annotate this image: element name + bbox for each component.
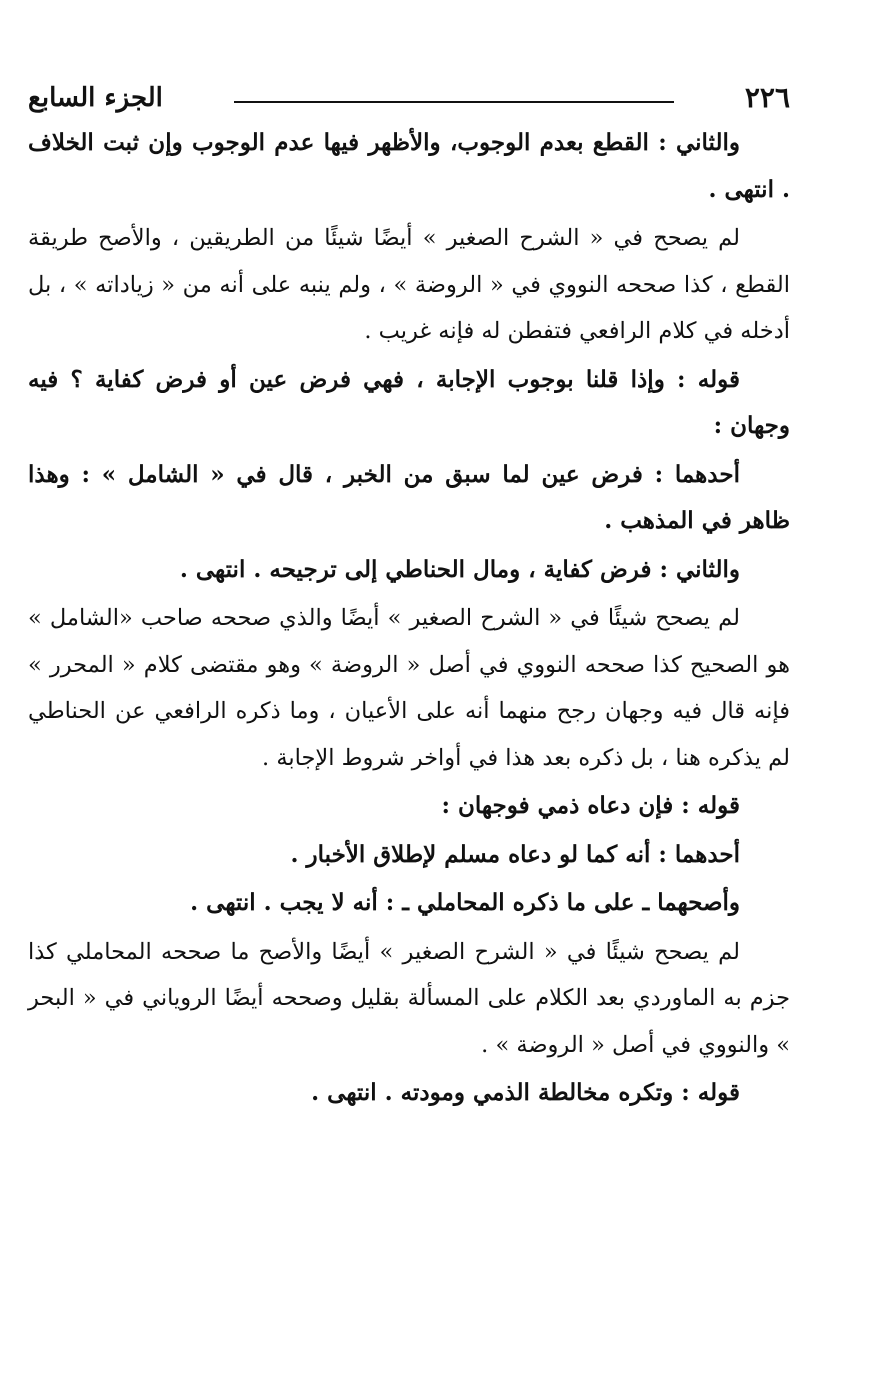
page-number: ٢٢٦: [744, 81, 790, 114]
paragraph-11: قوله : وتكره مخالطة الذمي ومودته . انتهى .: [311, 1079, 740, 1106]
book-page: [28, 70, 790, 1117]
paragraph-5: والثاني : فرض كفاية ، ومال الحناطي إلى ترجيحه . انتهى .: [179, 555, 740, 583]
paragraph-4: أحدهما : فرض عين لما سبق من الخبر ، قال في « الشامل » : وهذا ظاهر في المذهب .: [28, 460, 790, 534]
paragraph-9: وأصحهما ـ على ما ذكره المحاملي ـ : أنه لا يجب . انتهى .: [190, 889, 740, 916]
page-body: [28, 120, 790, 1117]
paragraph-7: قوله : فإن دعاه ذمي فوجهان :: [441, 792, 740, 819]
paragraph-10: لم يصحح شيئًا في « الشرح الصغير » أيضًا والأصح ما صححه المحاملي كذا جزم به الماوردي بعد الكلام على المسألة بقليل وصححه أيضًا الروياني في « البحر » والنووي في أصل « الروضة » .: [28, 938, 790, 1058]
paragraph-8: أحدهما : أنه كما لو دعاه مسلم لإطلاق الأخبار .: [290, 840, 740, 868]
paragraph-3: قوله : وإذا قلنا بوجوب الإجابة ، فهي فرض عين أو فرض كفاية ؟ فيه وجهان :: [28, 365, 790, 439]
paragraph-6: لم يصحح شيئًا في « الشرح الصغير » أيضًا والذي صححه صاحب «الشامل » هو الصحيح كذا صححه النووي في أصل « الروضة » وهو مقتضى كلام « المحرر » فإنه قال فيه وجهان رجح منهما أنه على الأعيان ، وما ذكره الرافعي عن الحناطي لم يذكره هنا ، بل ذكره بعد هذا في أواخر شروط الإجابة .: [28, 605, 790, 771]
paragraph-2: لم يصحح في « الشرح الصغير » أيضًا شيئًا من الطريقين ، والأصح طريقة القطع ، كذا صححه النووي في « الروضة » ، ولم ينبه على أنه من « زياداته » ، بل أدخله في كلام الرافعي فتفطن له فإنه غريب .: [28, 225, 790, 344]
header-rule: [234, 101, 674, 103]
paragraph-1: والثاني : القطع بعدم الوجوب، والأظهر فيها عدم الوجوب وإن ثبت الخلاف . انتهى .: [28, 129, 790, 203]
page-header: [28, 70, 790, 120]
running-title: الجزء السابع: [28, 83, 163, 113]
